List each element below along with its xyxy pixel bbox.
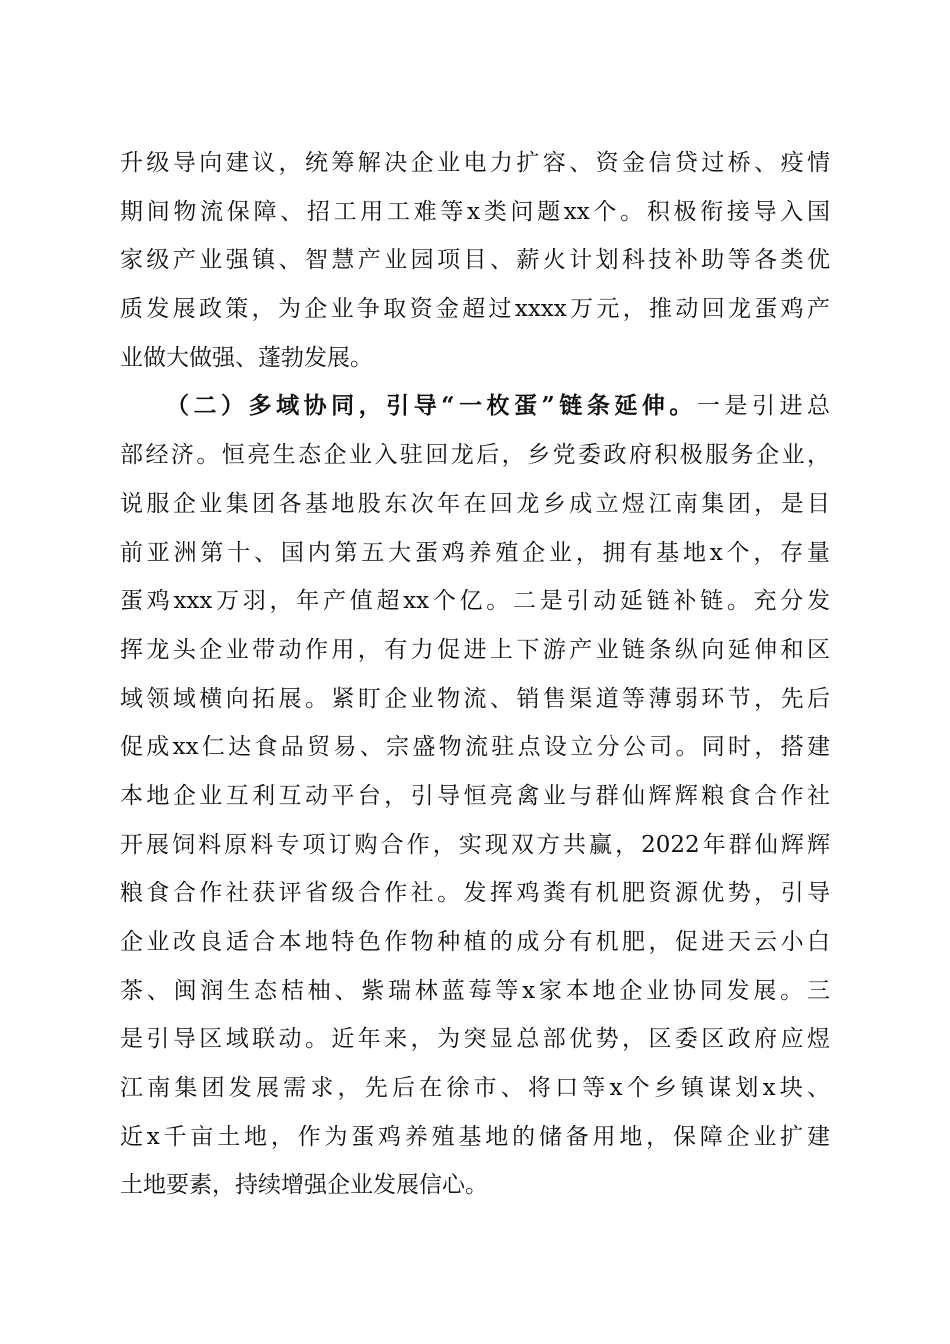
text-line: 业做大做强、蓬勃发展。	[120, 344, 373, 371]
text-run: 一是引进总	[696, 393, 830, 420]
text-line: 升级导向建议，统筹解决企业电力扩容、资金信贷过桥、疫情	[120, 150, 830, 176]
text-line: 企业改良适合本地特色作物种植的成分有机肥，促进天云小白	[120, 929, 830, 955]
text-line: 前亚洲第十、国内第五大蛋鸡养殖企业，拥有基地x个，存量	[120, 539, 830, 566]
text-line: 土地要素，持续增强企业发展信心。	[120, 1172, 488, 1199]
text-line: 家级产业强镇、智慧产业园项目、薪火计划科技补助等各类优	[120, 247, 830, 274]
text-line: 本地企业互利互动平台，引导恒亮禽业与群仙辉辉粮食合作社	[120, 782, 830, 809]
document-body	[120, 139, 830, 1210]
text-line: 近x千亩土地，作为蛋鸡养殖基地的储备用地，保障企业扩建	[120, 1123, 830, 1150]
text-line: 促成xx仁达食品贸易、宗盛物流驻点设立分公司。同时，搭建	[120, 734, 830, 761]
text-line: 开展饲料原料专项订购合作，实现双方共赢，2022年群仙辉辉	[120, 831, 830, 858]
text-line: 是引导区域联动。近年来，为突显总部优势，区委区政府应煜	[120, 1026, 830, 1053]
text-line: 茶、闽润生态桔柚、紫瑞林蓝莓等x家本地企业协同发展。三	[120, 977, 830, 1004]
text-line: 江南集团发展需求，先后在徐市、将口等x个乡镇谋划x块、	[120, 1075, 830, 1102]
text-line: 域领域横向拓展。紧盯企业物流、销售渠道等薄弱环节，先后	[120, 685, 830, 712]
text-line: 质发展政策，为企业争取资金超过xxxx万元，推动回龙蛋鸡产	[120, 296, 830, 323]
text-line: 部经济。恒亮生态企业入驻回龙后，乡党委政府积极服务企业，	[120, 442, 830, 469]
text-line: 挥龙头企业带动作用，有力促进上下游产业链条纵向延伸和区	[120, 636, 830, 663]
section-heading: （二）多域协同，引导“一枚蛋”链条延伸。	[166, 392, 697, 420]
text-line: 粮食合作社获评省级合作社。发挥鸡粪有机肥资源优势，引导	[120, 880, 830, 907]
paragraph-1	[120, 139, 830, 382]
text-line: 蛋鸡xxx万羽，年产值超xx个亿。二是引动延链补链。充分发	[120, 588, 830, 615]
text-line: 说服企业集团各基地股东次年在回龙乡成立煜江南集团，是目	[120, 490, 830, 517]
text-line: 期间物流保障、招工用工难等x类问题xx个。积极衔接导入国	[120, 198, 830, 225]
paragraph-2	[120, 382, 830, 1210]
paragraph-2-first-line	[120, 382, 830, 431]
